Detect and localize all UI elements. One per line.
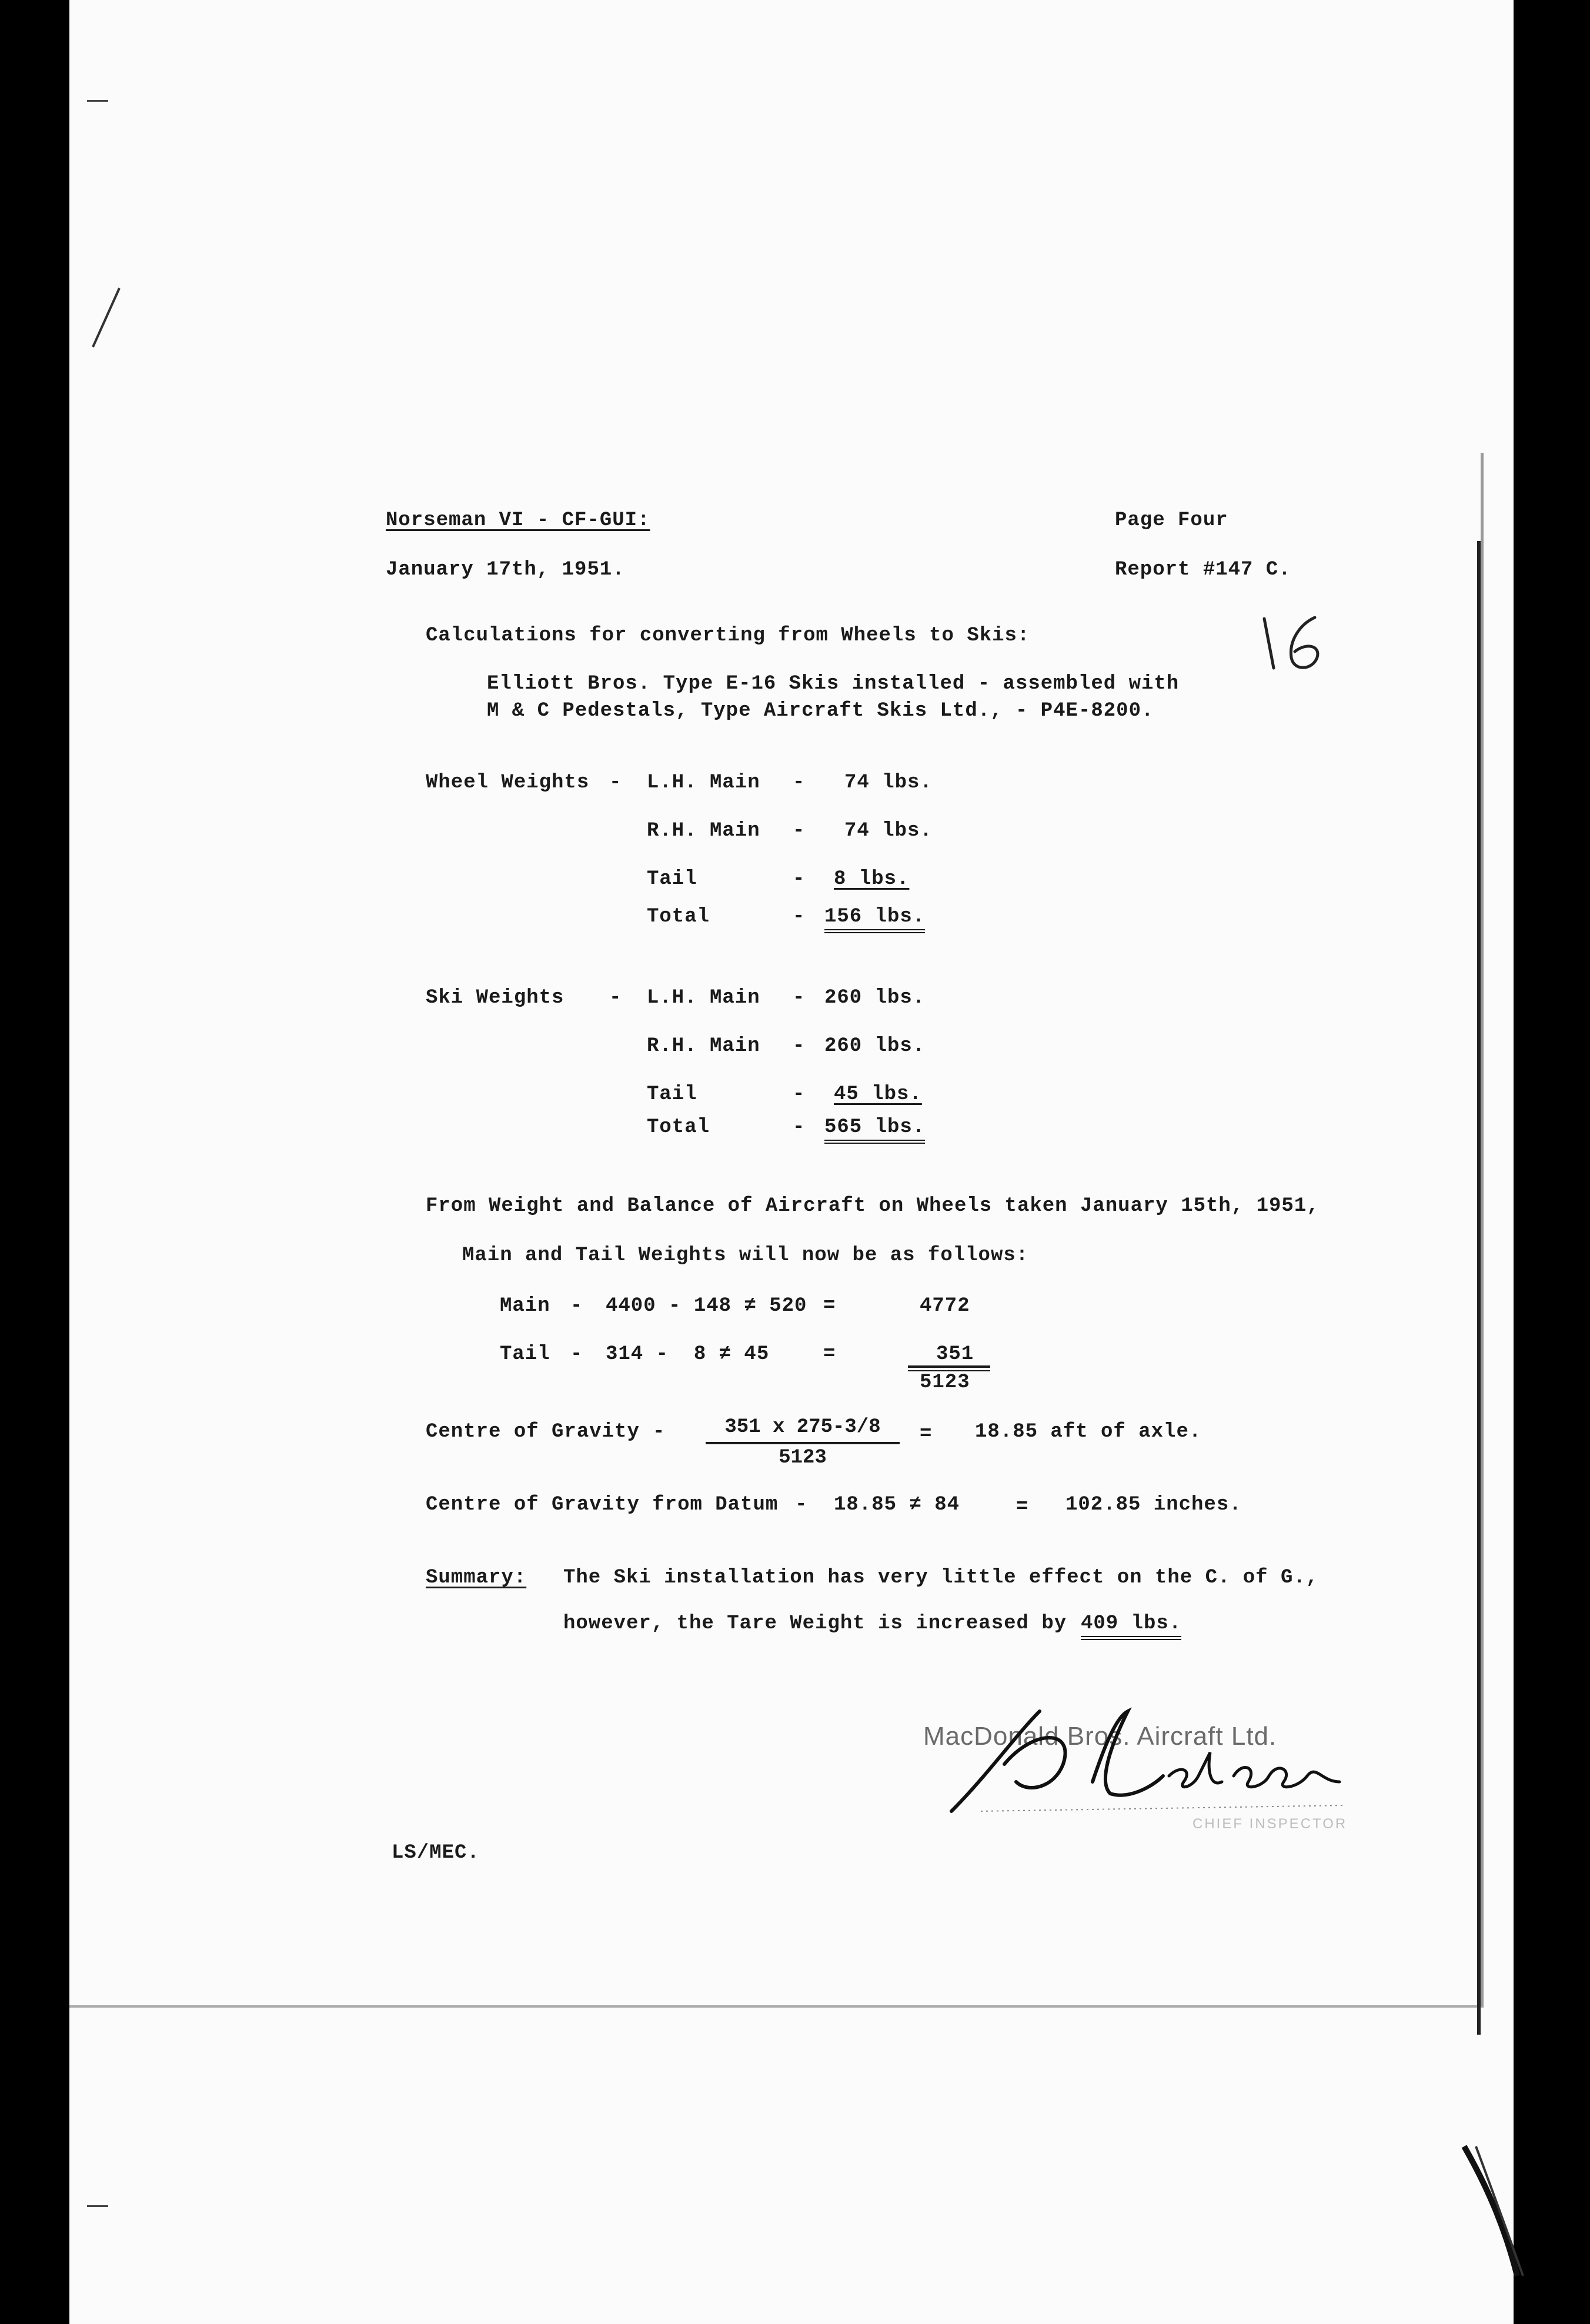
dash: - — [609, 772, 622, 794]
wheel-lh-main-label: L.H. Main — [647, 772, 760, 794]
summary-line2-prefix: however, the Tare Weight is increased by — [563, 1612, 1067, 1635]
cg-datum-label: Centre of Gravity from Datum — [426, 1494, 779, 1516]
wheel-lh-main-value: 74 lbs. — [844, 772, 933, 794]
equals-sign: = — [823, 1343, 836, 1365]
ski-lh-main-label: L.H. Main — [647, 987, 760, 1009]
dash: - — [793, 1116, 806, 1138]
scan-edge-line — [1477, 541, 1481, 2035]
summary-label: Summary: — [426, 1567, 527, 1589]
equals-sign: = — [920, 1423, 933, 1445]
dash: - — [793, 1083, 806, 1106]
dash: - — [793, 772, 806, 794]
dash: - — [793, 987, 806, 1009]
tail-weight-expression: 314 - 8 ≠ 45 — [606, 1343, 770, 1365]
wheel-rh-main-label: R.H. Main — [647, 820, 760, 842]
dash: - — [795, 1494, 808, 1516]
page-label: Page Four — [1115, 509, 1228, 532]
dash: - — [793, 906, 806, 928]
company-stamp: MacDonald Bros. Aircraft Ltd. — [923, 1722, 1277, 1751]
wheel-weights-label: Wheel Weights — [426, 772, 590, 794]
dash: - — [609, 987, 622, 1009]
report-number: Report #147 C. — [1115, 559, 1291, 581]
equals-sign: = — [823, 1295, 836, 1317]
summary-tare-increase: 409 lbs. — [1081, 1612, 1181, 1640]
dash: - — [793, 1035, 806, 1057]
tail-weight-result: 351 — [936, 1343, 974, 1365]
ski-total-value: 565 lbs. — [824, 1116, 925, 1144]
ski-weights-label: Ski Weights — [426, 987, 564, 1009]
summary-line1: The Ski installation has very little effect on the C. of G., — [563, 1567, 1319, 1589]
cg-numerator: 351 x 275-3/8 — [706, 1416, 900, 1444]
equals-sign: = — [1016, 1496, 1029, 1518]
ski-rh-main-label: R.H. Main — [647, 1035, 760, 1057]
dash: - — [793, 868, 806, 890]
cg-datum-expression: 18.85 ≠ 84 — [834, 1494, 960, 1516]
balance-intro-line1: From Weight and Balance of Aircraft on Wheels taken January 15th, 1951, — [426, 1195, 1320, 1217]
wheel-tail-label: Tail — [647, 868, 697, 890]
ski-rh-main-value: 260 lbs. — [824, 1035, 926, 1057]
dash: - — [793, 820, 806, 842]
wheel-total-label: Total — [647, 906, 710, 928]
cg-datum-result: 102.85 inches. — [1065, 1494, 1242, 1516]
calculations-heading: Calculations for converting from Wheels to Skis: — [426, 625, 1030, 647]
wheel-tail-value: 8 lbs. — [834, 868, 910, 890]
balance-intro-line2: Main and Tail Weights will now be as follows: — [462, 1244, 1029, 1267]
dash: - — [570, 1295, 583, 1317]
document-page — [69, 0, 1514, 2324]
aircraft-heading: Norseman VI - CF-GUI: — [386, 509, 650, 532]
report-date: January 17th, 1951. — [386, 559, 625, 581]
main-weight-label: Main — [500, 1295, 550, 1317]
ski-tail-label: Tail — [647, 1083, 697, 1106]
handwritten-page-number — [1256, 612, 1332, 676]
cg-denominator: 5123 — [779, 1447, 827, 1469]
wheel-rh-main-value: 74 lbs. — [844, 820, 933, 842]
ski-lh-main-value: 260 lbs. — [824, 987, 926, 1009]
scan-mark — [87, 2205, 108, 2207]
scan-mark — [87, 100, 108, 102]
cg-label: Centre of Gravity — [426, 1421, 640, 1443]
scan-slash — [87, 282, 128, 353]
ski-description-line1: Elliott Bros. Type E-16 Skis installed - assembled with — [487, 673, 1180, 695]
stamp-title: CHIEF INSPECTOR — [1192, 1816, 1348, 1832]
ski-description-line2: M & C Pedestals, Type Aircraft Skis Ltd., - P4E-8200. — [487, 700, 1154, 722]
cg-fraction — [706, 1416, 900, 1469]
scan-corner-artifact — [1452, 2141, 1529, 2282]
total-weight-sum: 5123 — [920, 1371, 970, 1394]
ski-total-label: Total — [647, 1116, 710, 1138]
ski-tail-value: 45 lbs. — [834, 1083, 922, 1106]
main-weight-result: 4772 — [920, 1295, 970, 1317]
wheel-total-value: 156 lbs. — [824, 906, 925, 933]
typist-initials: LS/MEC. — [392, 1842, 480, 1864]
dash: - — [570, 1343, 583, 1365]
cg-result: 18.85 aft of axle. — [975, 1421, 1202, 1443]
main-weight-expression: 4400 - 148 ≠ 520 — [606, 1295, 807, 1317]
sum-rule — [908, 1365, 990, 1368]
dash: - — [653, 1421, 666, 1443]
tail-weight-label: Tail — [500, 1343, 550, 1365]
